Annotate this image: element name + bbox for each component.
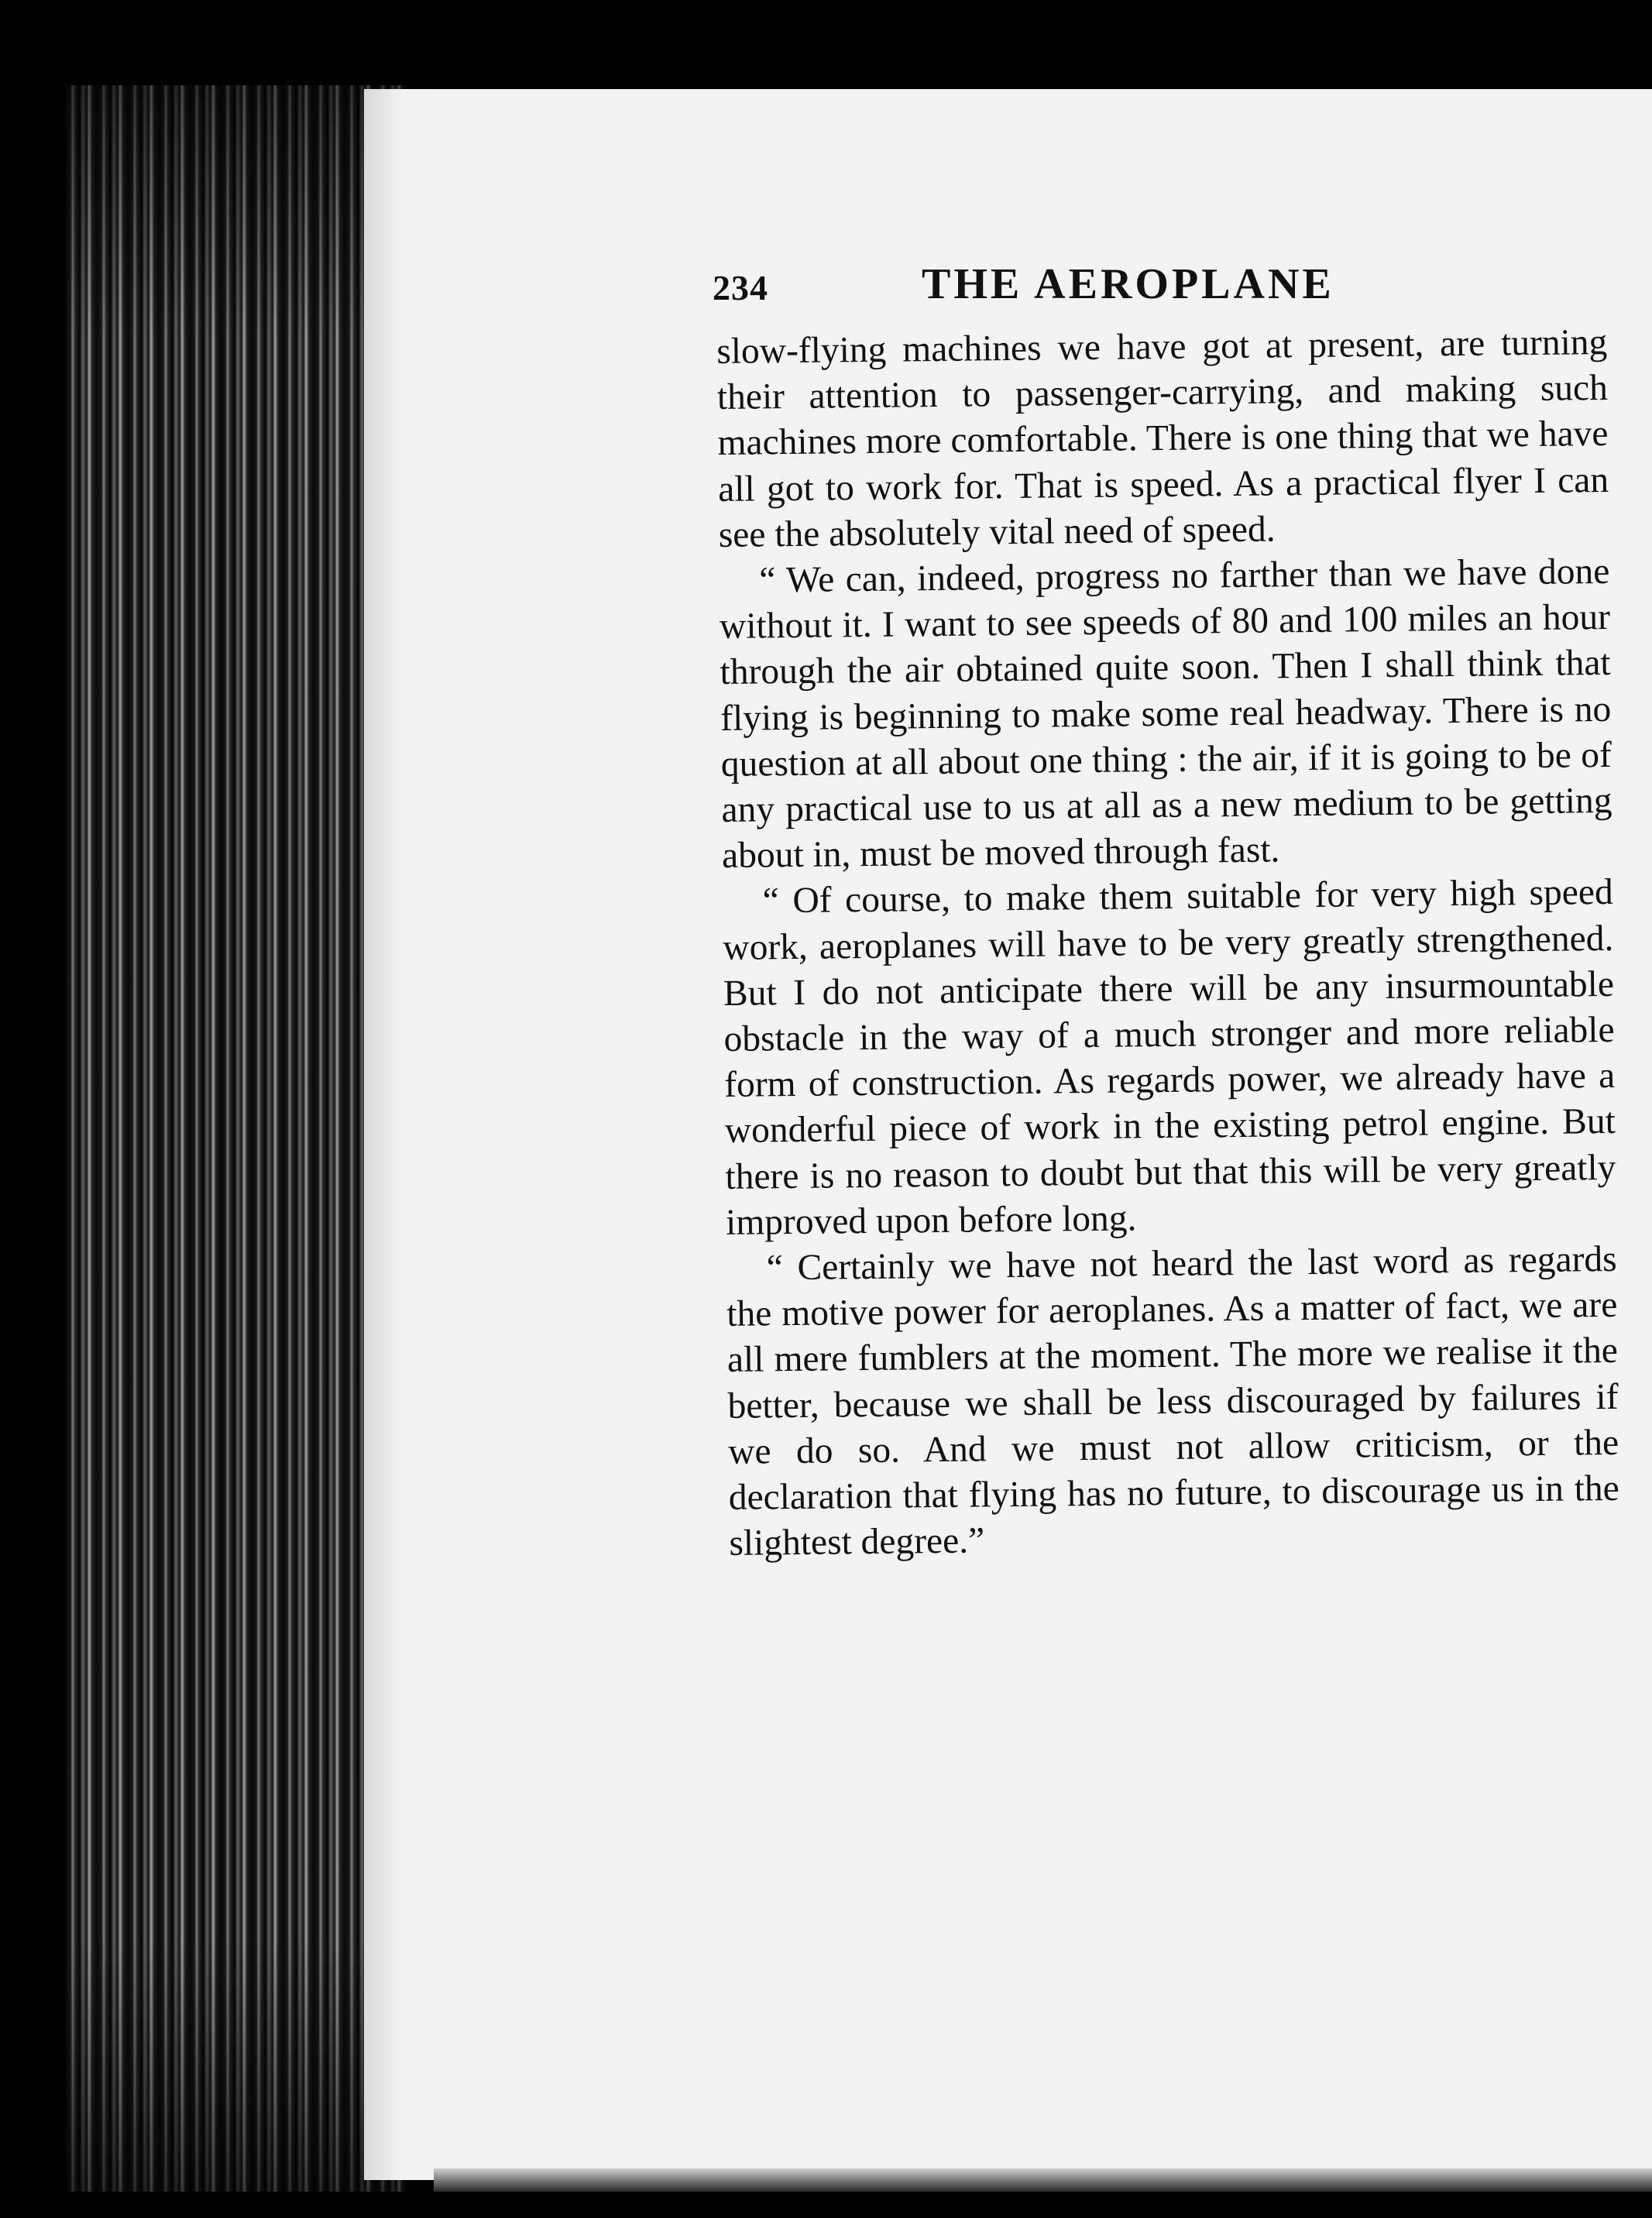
- paragraph: slow-flying machines we have got at present, are turning their attention to passenger-carrying, and making such machines more comfortable. There is one thing that we have all got to work for. That is speed. As a practical flyer I can see the absolutely vital need of speed.: [716, 321, 1609, 555]
- page-gutter-shadow: [364, 89, 426, 2180]
- page-bottom-edge: [434, 2168, 1652, 2192]
- running-head: THE AEROPLANE: [922, 260, 1334, 308]
- book-fore-edge: [66, 85, 407, 2192]
- paragraph: “ Of course, to make them suitable for very high speed work, aeroplanes will have to be very greatly strengthened. But I do not anticipate there will be any insurmountable obstacle in the way of a much stronger and more reliable form of construction. As regards power, we already have a wonderful piece of work in the existing petrol engine. But there is no reason to doubt but that this will be very greatly improved upon before long.: [723, 872, 1616, 1243]
- body-text: [716, 320, 1620, 1567]
- page-header: [713, 259, 1534, 314]
- paragraph: “ Certainly we have not heard the last word as regards the motive power for aeroplanes. As a matter of fact, we are all mere fumblers at the moment. The more we realise it the better, because we shall be less discouraged by failures if we do so. And we must not allow criticism, or the declaration that flying has no future, to discourage us in the slightest degree.”: [726, 1238, 1620, 1564]
- paragraph: “ We can, indeed, progress no farther than we have done without it. I want to see speeds of 80 and 100 miles an hour through the air obtained quite soon. Then I shall think that flying is beginning to make some real headway. There is no question at all about one thing : the air, if it is going to be of any practical use to us at all as a new medium to be getting about in, must be moved through fast.: [719, 551, 1613, 877]
- page-number: 234: [713, 268, 768, 307]
